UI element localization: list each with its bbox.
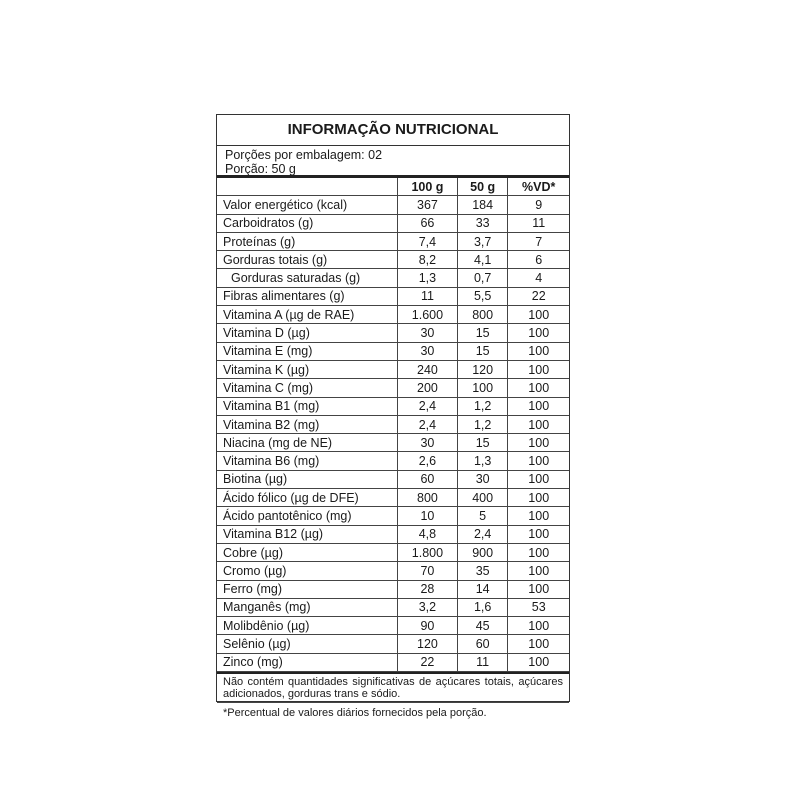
table-row: [217, 269, 569, 287]
value-100g: 1.800: [398, 543, 458, 561]
nutrient-name: Vitamina D (µg): [217, 324, 398, 342]
value-vd: 100: [508, 342, 569, 360]
value-vd: 100: [508, 507, 569, 525]
value-vd: 100: [508, 306, 569, 324]
table-row: [217, 434, 569, 452]
table-row: [217, 470, 569, 488]
nutrient-name: Ácido pantotênico (mg): [217, 507, 398, 525]
value-vd: 53: [508, 598, 569, 616]
value-vd: 100: [508, 525, 569, 543]
value-50g: 33: [457, 214, 508, 232]
value-50g: 900: [457, 543, 508, 561]
value-100g: 70: [398, 562, 458, 580]
value-50g: 100: [457, 379, 508, 397]
value-vd: 4: [508, 269, 569, 287]
value-50g: 800: [457, 306, 508, 324]
table-row: [217, 196, 569, 214]
nutrient-name: Manganês (mg): [217, 598, 398, 616]
table-row: [217, 617, 569, 635]
value-50g: 3,7: [457, 232, 508, 250]
table-row: [217, 342, 569, 360]
value-vd: 100: [508, 489, 569, 507]
value-50g: 45: [457, 617, 508, 635]
value-vd: 9: [508, 196, 569, 214]
value-100g: 11: [398, 287, 458, 305]
nutrient-name: Gorduras totais (g): [217, 251, 398, 269]
table-row: [217, 251, 569, 269]
nutrient-name: Vitamina K (µg): [217, 360, 398, 378]
value-100g: 3,2: [398, 598, 458, 616]
value-50g: 120: [457, 360, 508, 378]
value-vd: 100: [508, 452, 569, 470]
value-vd: 22: [508, 287, 569, 305]
nutrient-name: Vitamina B2 (mg): [217, 415, 398, 433]
value-50g: 5: [457, 507, 508, 525]
value-100g: 7,4: [398, 232, 458, 250]
value-100g: 4,8: [398, 525, 458, 543]
value-50g: 11: [457, 653, 508, 671]
nutrient-name: Cromo (µg): [217, 562, 398, 580]
nutrient-name: Selênio (µg): [217, 635, 398, 653]
nutrient-name: Niacina (mg de NE): [217, 434, 398, 452]
value-100g: 10: [398, 507, 458, 525]
nutrient-name: Vitamina A (µg de RAE): [217, 306, 398, 324]
value-100g: 2,4: [398, 415, 458, 433]
value-vd: 11: [508, 214, 569, 232]
value-vd: 6: [508, 251, 569, 269]
value-vd: 100: [508, 617, 569, 635]
value-50g: 2,4: [457, 525, 508, 543]
value-vd: 100: [508, 635, 569, 653]
nutrient-name: Vitamina B1 (mg): [217, 397, 398, 415]
nutrient-name: Biotina (µg): [217, 470, 398, 488]
value-100g: 60: [398, 470, 458, 488]
nutrient-name: Carboidratos (g): [217, 214, 398, 232]
value-vd: 100: [508, 360, 569, 378]
nutrient-name: Ácido fólico (µg de DFE): [217, 489, 398, 507]
nutrient-name: Molibdênio (µg): [217, 617, 398, 635]
table-row: [217, 214, 569, 232]
table-row: [217, 635, 569, 653]
table-row: [217, 379, 569, 397]
value-50g: 1,2: [457, 397, 508, 415]
servings-info: [217, 146, 569, 178]
value-100g: 120: [398, 635, 458, 653]
value-50g: 184: [457, 196, 508, 214]
value-100g: 200: [398, 379, 458, 397]
nutrient-name: Gorduras saturadas (g): [217, 269, 398, 287]
table-row: [217, 543, 569, 561]
value-vd: 100: [508, 470, 569, 488]
nutrition-facts-label: [216, 114, 570, 720]
value-100g: 30: [398, 434, 458, 452]
table-row: [217, 415, 569, 433]
table-row: [217, 598, 569, 616]
value-100g: 30: [398, 342, 458, 360]
value-50g: 0,7: [457, 269, 508, 287]
nutrient-name: Proteínas (g): [217, 232, 398, 250]
value-100g: 2,4: [398, 397, 458, 415]
nutrition-note: Não contém quantidades significativas de açúcares totais, açúcares adicionados, gorduras trans e sódio.: [217, 672, 569, 703]
value-50g: 15: [457, 342, 508, 360]
table-row: [217, 507, 569, 525]
value-100g: 66: [398, 214, 458, 232]
value-vd: 100: [508, 653, 569, 671]
servings-per-pack: Porções por embalagem: 02: [225, 148, 383, 162]
value-vd: 100: [508, 324, 569, 342]
table-header-row: [217, 178, 569, 196]
header-nutrient: [217, 178, 398, 196]
table-row: [217, 562, 569, 580]
value-vd: 100: [508, 397, 569, 415]
vd-footnote: *Percentual de valores diários fornecidos pela porção.: [223, 707, 487, 720]
value-50g: 15: [457, 324, 508, 342]
table-row: [217, 232, 569, 250]
value-100g: 800: [398, 489, 458, 507]
header-50g: 50 g: [457, 178, 508, 196]
value-50g: 1,6: [457, 598, 508, 616]
nutrition-table: [217, 178, 569, 672]
header-vd: %VD*: [508, 178, 569, 196]
value-50g: 35: [457, 562, 508, 580]
table-row: [217, 306, 569, 324]
value-vd: 100: [508, 415, 569, 433]
value-100g: 2,6: [398, 452, 458, 470]
table-row: [217, 653, 569, 671]
table-body: [217, 196, 569, 672]
value-vd: 100: [508, 434, 569, 452]
table-row: [217, 525, 569, 543]
nutrient-name: Cobre (µg): [217, 543, 398, 561]
nutrient-name: Zinco (mg): [217, 653, 398, 671]
nutrient-name: Vitamina B6 (mg): [217, 452, 398, 470]
table-row: [217, 580, 569, 598]
nutrient-name: Vitamina E (mg): [217, 342, 398, 360]
value-vd: 100: [508, 379, 569, 397]
value-100g: 28: [398, 580, 458, 598]
header-100g: 100 g: [398, 178, 458, 196]
value-100g: 1,3: [398, 269, 458, 287]
value-100g: 30: [398, 324, 458, 342]
value-100g: 90: [398, 617, 458, 635]
value-50g: 5,5: [457, 287, 508, 305]
value-100g: 367: [398, 196, 458, 214]
value-vd: 100: [508, 543, 569, 561]
value-50g: 14: [457, 580, 508, 598]
value-50g: 1,2: [457, 415, 508, 433]
table-row: [217, 452, 569, 470]
value-vd: 100: [508, 562, 569, 580]
value-vd: 100: [508, 580, 569, 598]
label-title: INFORMAÇÃO NUTRICIONAL: [217, 115, 569, 146]
nutrient-name: Vitamina B12 (µg): [217, 525, 398, 543]
nutrient-name: Valor energético (kcal): [217, 196, 398, 214]
value-100g: 1.600: [398, 306, 458, 324]
table-row: [217, 324, 569, 342]
table-row: [217, 489, 569, 507]
value-50g: 1,3: [457, 452, 508, 470]
value-100g: 22: [398, 653, 458, 671]
nutrient-name: Vitamina C (mg): [217, 379, 398, 397]
value-100g: 240: [398, 360, 458, 378]
table-row: [217, 360, 569, 378]
table-row: [217, 397, 569, 415]
value-50g: 60: [457, 635, 508, 653]
value-50g: 4,1: [457, 251, 508, 269]
value-50g: 30: [457, 470, 508, 488]
nutrient-name: Fibras alimentares (g): [217, 287, 398, 305]
value-50g: 400: [457, 489, 508, 507]
value-vd: 7: [508, 232, 569, 250]
table-row: [217, 287, 569, 305]
value-100g: 8,2: [398, 251, 458, 269]
value-50g: 15: [457, 434, 508, 452]
serving-size: Porção: 50 g: [225, 162, 296, 176]
nutrient-name: Ferro (mg): [217, 580, 398, 598]
